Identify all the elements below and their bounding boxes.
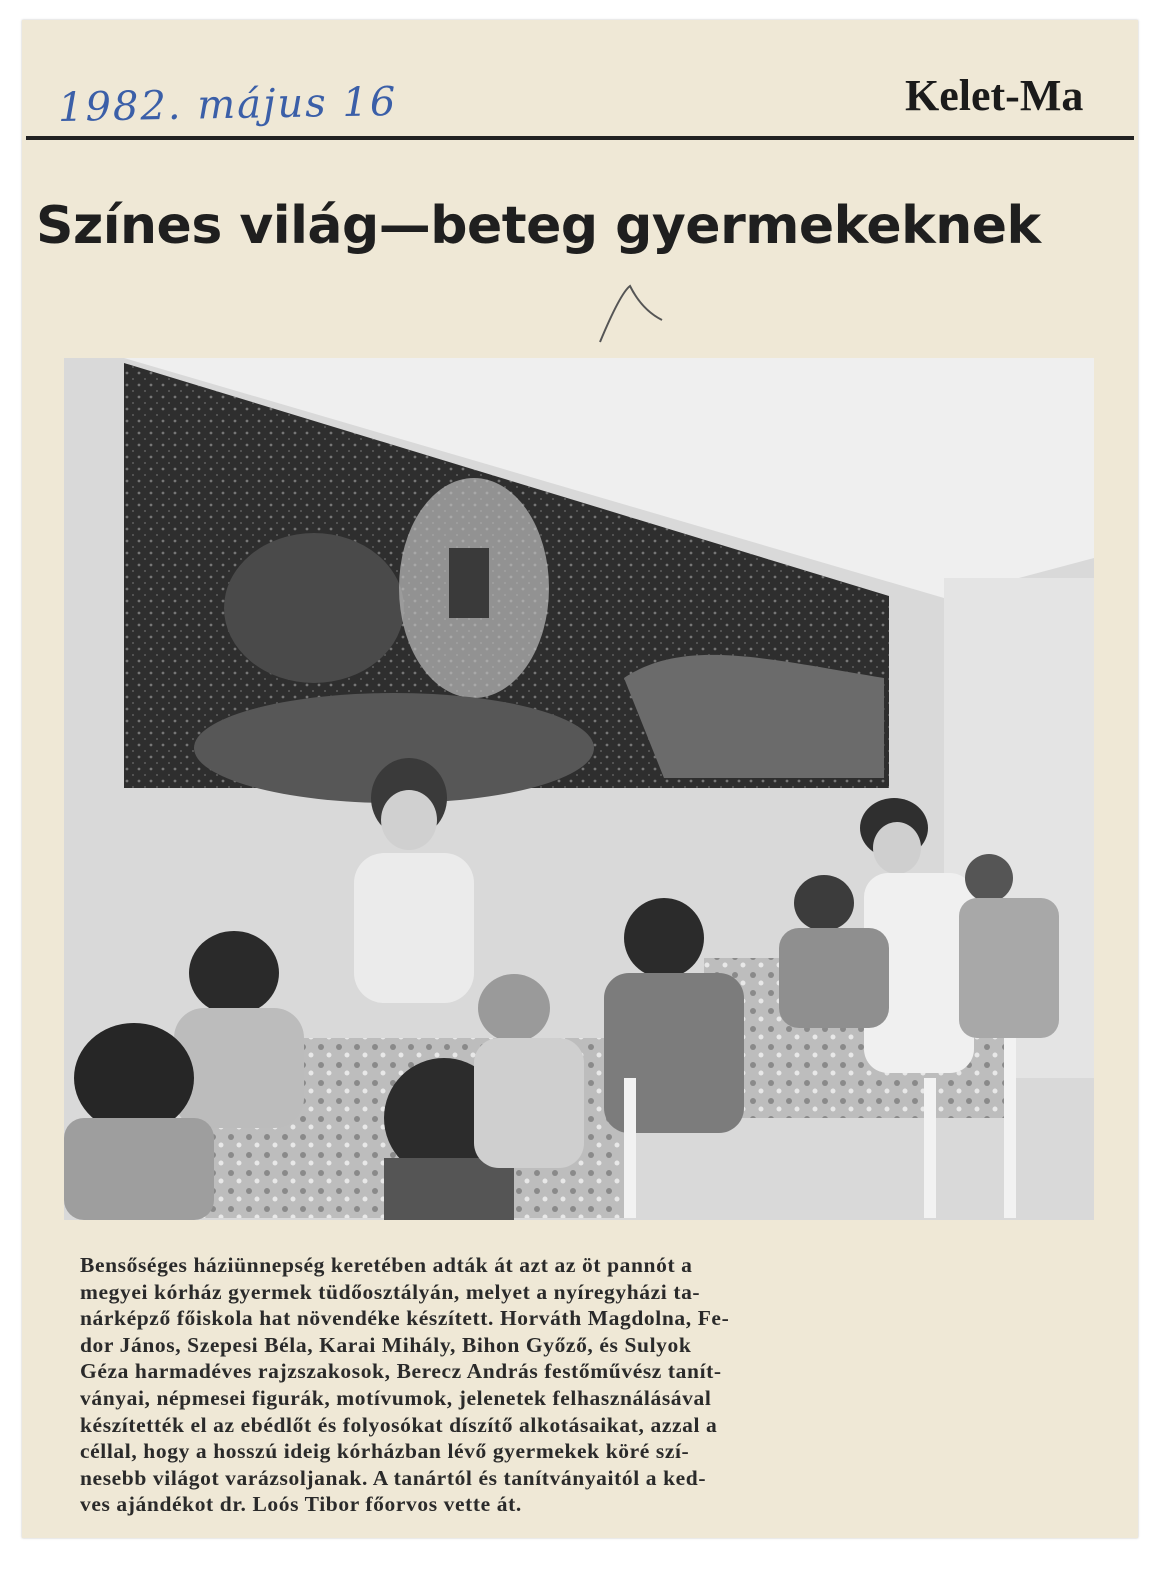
article-line: nárképző főiskola hat növendéke készített. Horváth Magdolna, Fe- [80, 1306, 730, 1331]
article-line: ves ajándékot dr. Loós Tibor főorvos vette át. [80, 1492, 522, 1517]
article-line: nesebb világot varázsoljanak. A tanártól és tanítványaitól a ked- [80, 1465, 707, 1490]
pencil-mark-icon [596, 278, 676, 348]
photo-dining-room [64, 358, 1094, 1220]
article-body [80, 1252, 1100, 1518]
article-line: Bensőséges háziünnepség keretében adták át azt az öt pannót a [80, 1253, 693, 1277]
masthead-rule [26, 136, 1134, 140]
article-line: készítették el az ebédlőt és folyosókat díszítő alkotásaikat, azzal a [80, 1412, 718, 1437]
newspaper-masthead: Kelet-Ma [905, 71, 1084, 120]
handwritten-date: 1982. május 16 [57, 79, 398, 131]
article-line: céllal, hogy a hosszú ideig kórházban lévő gyermekek köré szí- [80, 1439, 690, 1464]
article-line: Géza harmadéves rajzszakosok, Berecz András festőművész tanít- [80, 1359, 722, 1384]
article-line: ványai, népmesei figurák, motívumok, jelenetek felhasználásával [80, 1385, 712, 1410]
article-line: dor János, Szepesi Béla, Karai Mihály, Bihon Győző, és Sulyok [80, 1332, 692, 1357]
article-line: megyei kórház gyermek tüdőosztályán, melyet a nyíregyházi ta- [80, 1279, 701, 1304]
article-headline: Színes világ—beteg gyermekeknek [36, 196, 1041, 256]
